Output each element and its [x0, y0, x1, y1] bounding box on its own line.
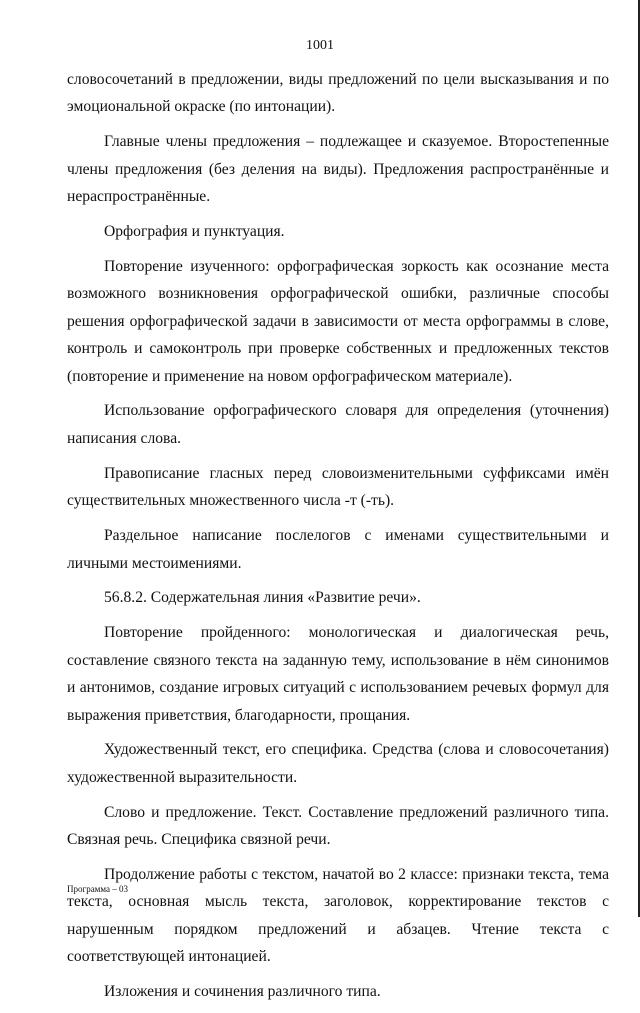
page-number: 1001 [306, 38, 334, 53]
paragraph: Продолжение работы с текстом, начатой во 2 классе: признаки текста, тема текста, основная мысль текста, заголовок, корректирование текстов с нарушенным порядком предложений и абзацев. Чтение текста с соответствующей интонацией. [67, 866, 609, 966]
paragraph: Правописание гласных перед словоизменительными суффиксами имён существительных множественного числа -т (-ть). [67, 464, 609, 510]
paragraph: Повторение пройденного: монологическая и диалогическая речь, составление связного текста на заданную тему, использование в нём синонимов и антонимов, создание игровых ситуаций с использованием речевых формул для выражения приветствия, благодарности, прощания. [67, 624, 609, 724]
paragraph: Раздельное написание послелогов с именами существительными и личными местоимениями. [67, 527, 609, 572]
section-heading: 56.8.2. Содержательная линия «Развитие речи». [104, 589, 421, 607]
page-footer: Программа – 03 [67, 884, 129, 894]
paragraph: Изложения и сочинения различного типа. [104, 983, 381, 1001]
body-text [67, 66, 609, 1013]
paragraph: Слово и предложение. Текст. Составление предложений различного типа. Связная речь. Специфика связной речи. [67, 803, 609, 849]
paragraph: Художественный текст, его специфика. Средства (слова и словосочетания) художественной выразительности. [67, 741, 609, 786]
paragraph: словосочетаний в предложении, виды предложений по цели высказывания и по эмоциональной окраске (по интонации). [67, 71, 609, 116]
paragraph: Повторение изученного: орфографическая зоркость как осознание места возможного возникновения орфографической ошибки, различные способы решения орфографической задачи в зависимости от места орфограммы в слове, контроль и самоконтроль при проверке собственных и предложенных текстов (повторение и применение на новом орфографическом материале). [67, 257, 609, 385]
paragraph: Орфография и пунктуация. [104, 223, 285, 241]
paragraph: Использование орфографического словаря для определения (уточнения) написания слова. [67, 402, 609, 447]
paragraph: Главные члены предложения – подлежащее и сказуемое. Второстепенные члены предложения (без деления на виды). Предложения распространённые и нераспространённые. [67, 133, 609, 206]
